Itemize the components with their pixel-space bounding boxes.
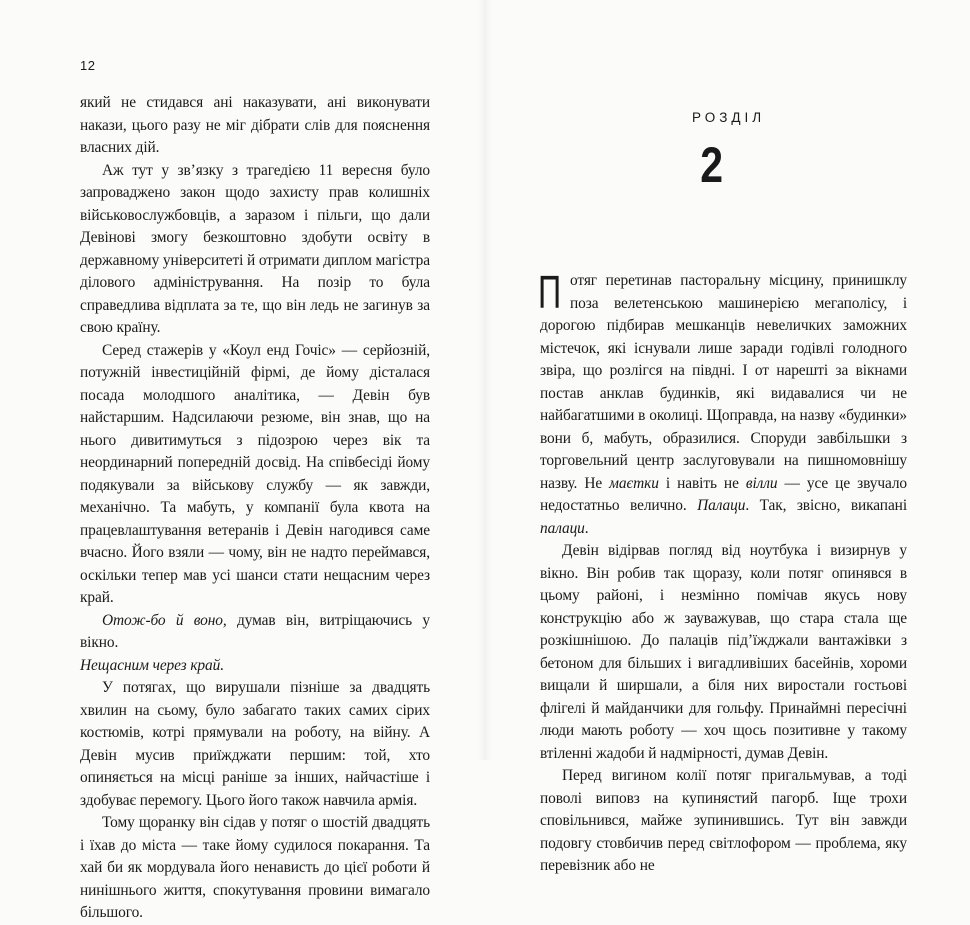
paragraph: У потягах, що вирушали пізніше за двадцять хвилин на сьому, було забагато таких самих сірих костюмів, котрі прямували на роботу, на війну. А Девін мусив приїжджати першим: той, хто опиняється на місці раніше за інших, найчастіше і здобуває перемогу. Цього його також навчила армія.: [80, 679, 430, 809]
italic-thought-line: [80, 655, 430, 678]
italic-thought: Отож-бо й воно,: [102, 611, 227, 629]
opening-paragraph: [538, 266, 908, 540]
right-page-text: [538, 266, 908, 878]
left-page: [0, 0, 485, 921]
paragraph-text: . Так, звісно, викапані: [745, 497, 907, 514]
paragraph: Аж тут у зв’язку з трагедією 11 вересня було запроваджено закон щодо захисту прав колишніх військовослужбовців, а заразом і пільги, що дали Девінові змогу безкоштовно здобути освіту в державному університеті й отримати диплом магістра ділового адміністрування. На позір то була справедлива відплата за те, що він ледь не загинув за свою країну.: [80, 161, 430, 336]
paragraph-text: .: [584, 519, 589, 537]
italic-word: маєтки: [609, 474, 659, 492]
paragraph: Тому щоранку він сідав у потяг о шостій двадцять і їхав до міста — таке йому судилося покарання. Та хай би як мордувала його ненависть до цієї роботи й нинішнього життя, спокутування провини вимагало більшого.: [80, 814, 430, 921]
italic-word: палаци: [540, 519, 585, 537]
paragraph: Серед стажерів у «Коул енд Гочіс» — серйозній, потужній інвестиційній фірмі, де йому дісталася посада молодшого аналітика, — Девін був найстаршим. Надсилаючи резюме, він знав, що на нього дивитимуться з підозрою через вік та неординарний попередній досвід. На співбесіді йому подякували за військову службу — як завжди, механічно. Та мабуть, у компанії була квота на працевлаштування ветеранів і Девін нагодився саме вчасно. Його взяли — чому, він не надто переймався, оскільки тепер мав усі шанси стати нещасним через край.: [80, 341, 430, 606]
paragraph-text: — усе це звучало недостатньо велично.: [540, 474, 908, 514]
paragraph: Девін відірвав погляд від ноутбука і визирнув у вікно. Він робив так щоразу, коли потяг опинявся в цьому районі, і незмінно помічав якусь нову конструкцію або ж зауважував, що стара стала ще розкішнішою. До палаців під’їжджали вантажівки з бетоном для більших і вигадливіших басейнів, хороми вищали й ширшали, а біля них виростали гостьові флігелі й майданчики для гольфу. Принаймні пересічні люди мають роботу — хоч щось позитивне у такому втіленні жадоби й надмірності, думав Девін.: [540, 542, 907, 762]
right-page: [485, 0, 970, 874]
italic-thought-paragraph: [80, 610, 430, 655]
italic-word: Палаци: [697, 497, 746, 514]
chapter-number: 2: [700, 137, 724, 193]
left-page-text: [80, 92, 430, 925]
paragraph: який не стидався ані наказувати, ані виконувати накази, цього разу не міг дібрати слів для пояснення власних дій.: [80, 94, 430, 156]
italic-thought: Нещасним через край.: [80, 656, 224, 674]
paragraph: Перед вигином колії потяг пригальмував, а тоді поволі виповз на купинястий пагорб. Іще трохи сповільнився, майже зупинившись. Тут він завжди подовгу стовбичив перед світлофором — проблема, яку перевізник або не: [540, 767, 907, 874]
paragraph-text: і навіть не: [658, 474, 746, 492]
italic-word: вілли: [745, 474, 778, 492]
paragraph-text: отяг перетинав пасторальну місцину, принишклу поза велетенською машинерією мегаполісу, і дорогою підбирав мешканців невеличких заможних містечок, які існували лише заради годівлі голодного звіра, що розлігся на півдні. І от нарешті за вікнами постав анклав будинків, які видавалися чи не найбагатшими в околиці. Щоправда, на назву «будинки» вони б, мабуть, образилися. Споруди завбільшки з торговельний центр заслуговували на пишномовнішу назву. Не: [540, 272, 907, 492]
page-number: 12: [80, 58, 96, 73]
drop-cap: П: [538, 266, 562, 318]
chapter-heading: РОЗДІЛ: [692, 110, 766, 125]
paragraph-text: думав він, витріщаючись у вікно.: [80, 611, 430, 651]
